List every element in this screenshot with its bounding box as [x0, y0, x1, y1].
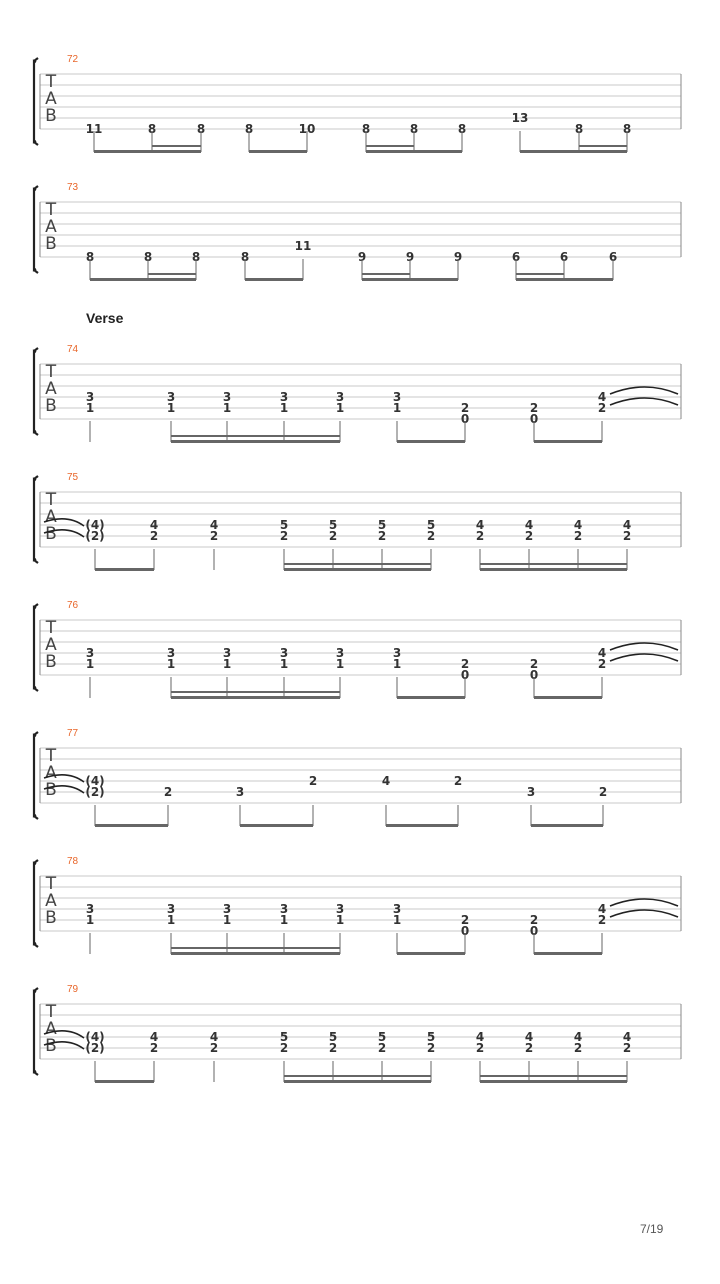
fret-number: 3	[526, 785, 536, 799]
fret-number: 1	[222, 913, 232, 927]
fret-number: 8	[409, 122, 419, 136]
fret-number: 4	[381, 774, 391, 788]
fret-number: 3	[392, 390, 402, 404]
tab-clef-letter: T	[45, 874, 57, 894]
fret-number: 2	[328, 1041, 338, 1055]
fret-number: 4	[149, 1030, 159, 1044]
beam-primary	[94, 150, 201, 153]
beam-secondary	[366, 145, 414, 147]
tab-clef-letter: B	[45, 1036, 57, 1056]
tie-arc	[610, 643, 678, 650]
fret-number: 2	[279, 529, 289, 543]
fret-number: 1	[392, 913, 402, 927]
beam-secondary	[362, 273, 410, 275]
beam-secondary	[171, 947, 340, 949]
fret-number: 4	[597, 902, 607, 916]
fret-number: 11	[85, 122, 103, 136]
measure-number: 77	[67, 728, 79, 739]
fret-number: 2	[377, 1041, 387, 1055]
beam-primary	[249, 150, 307, 153]
fret-number: 5	[377, 518, 387, 532]
tab-clef-letter: B	[45, 780, 57, 800]
beam-primary	[171, 952, 340, 955]
beam-primary	[171, 696, 340, 699]
fret-number: 2	[279, 1041, 289, 1055]
fret-number: 4	[597, 390, 607, 404]
fret-number: 2	[209, 1041, 219, 1055]
beam-secondary	[480, 1075, 627, 1077]
fret-number: 0	[460, 668, 470, 682]
tie-arc	[610, 910, 678, 917]
tab-clef-letter: A	[45, 217, 57, 237]
fret-number: 1	[335, 657, 345, 671]
fret-number: 8	[240, 250, 250, 264]
beam-primary	[480, 1080, 627, 1083]
beam-primary	[516, 278, 613, 281]
fret-number: 5	[377, 1030, 387, 1044]
tab-clef-letter: T	[45, 618, 57, 638]
tab-clef-letter: T	[45, 200, 57, 220]
fret-number: 3	[335, 646, 345, 660]
section-label: Verse	[86, 310, 124, 326]
beam-primary	[245, 278, 303, 281]
tie-arc	[610, 654, 678, 661]
fret-number: 4	[475, 1030, 485, 1044]
fret-number: 3	[279, 390, 289, 404]
fret-number: 3	[166, 390, 176, 404]
fret-number: 1	[85, 401, 95, 415]
fret-number: 1	[392, 401, 402, 415]
system-bracket	[34, 58, 38, 145]
measure-number: 79	[67, 984, 79, 995]
tie-arc	[610, 387, 678, 394]
fret-number: (2)	[85, 785, 105, 799]
fret-number: 8	[147, 122, 157, 136]
fret-number: 10	[298, 122, 316, 136]
beam-secondary	[148, 273, 196, 275]
page-indicator: 7/19	[640, 1222, 664, 1236]
fret-number: 3	[279, 646, 289, 660]
fret-number: 9	[453, 250, 463, 264]
tab-clef-letter: T	[45, 72, 57, 92]
fret-number: 9	[405, 250, 415, 264]
fret-number: 1	[166, 657, 176, 671]
fret-number: (4)	[85, 518, 105, 532]
fret-number: 11	[294, 239, 312, 253]
fret-number: 5	[279, 1030, 289, 1044]
fret-number: 2	[149, 1041, 159, 1055]
fret-number: 2	[209, 529, 219, 543]
fret-number: 5	[328, 518, 338, 532]
fret-number: 3	[335, 902, 345, 916]
beam-primary	[397, 440, 465, 443]
tab-clef-letter: B	[45, 908, 57, 928]
fret-number: 2	[426, 1041, 436, 1055]
fret-number: 4	[622, 1030, 632, 1044]
fret-number: 1	[335, 401, 345, 415]
fret-number: 5	[328, 1030, 338, 1044]
fret-number: 2	[377, 529, 387, 543]
fret-number: 3	[335, 390, 345, 404]
fret-number: 3	[222, 390, 232, 404]
fret-number: 4	[622, 518, 632, 532]
tab-clef-letter: A	[45, 89, 57, 109]
system-bracket	[34, 860, 38, 947]
beam-primary	[397, 696, 465, 699]
beam-primary	[520, 150, 627, 153]
beam-primary	[171, 440, 340, 443]
beam-primary	[90, 278, 196, 281]
fret-number: 1	[166, 401, 176, 415]
beam-primary	[240, 824, 313, 827]
tab-clef-letter: A	[45, 1019, 57, 1039]
fret-number: 0	[529, 668, 539, 682]
measure-number: 76	[67, 600, 79, 611]
fret-number: (4)	[85, 1030, 105, 1044]
fret-number: 1	[166, 913, 176, 927]
fret-number: 2	[453, 774, 463, 788]
fret-number: 4	[149, 518, 159, 532]
fret-number: 2	[573, 1041, 583, 1055]
fret-number: 8	[244, 122, 254, 136]
fret-number: 1	[85, 913, 95, 927]
fret-number: 3	[222, 646, 232, 660]
tab-clef-letter: B	[45, 396, 57, 416]
fret-number: 8	[85, 250, 95, 264]
beam-primary	[480, 568, 627, 571]
tab-clef-letter: T	[45, 746, 57, 766]
fret-number: 2	[597, 657, 607, 671]
measure-number: 78	[67, 856, 79, 867]
fret-number: 2	[163, 785, 173, 799]
tab-clef-letter: A	[45, 891, 57, 911]
measure-number: 75	[67, 472, 79, 483]
beam-secondary	[579, 145, 627, 147]
fret-number: 1	[392, 657, 402, 671]
fret-number: 3	[279, 902, 289, 916]
system-bracket	[34, 988, 38, 1075]
fret-number: (2)	[85, 529, 105, 543]
system-bracket	[34, 476, 38, 563]
fret-number: 4	[573, 1030, 583, 1044]
fret-number: 2	[524, 529, 534, 543]
fret-number: 1	[222, 401, 232, 415]
beam-primary	[95, 1080, 154, 1083]
fret-number: 5	[426, 1030, 436, 1044]
beam-secondary	[284, 563, 431, 565]
beam-primary	[366, 150, 462, 153]
fret-number: 4	[209, 518, 219, 532]
fret-number: 2	[308, 774, 318, 788]
fret-number: 3	[222, 902, 232, 916]
fret-number: 2	[328, 529, 338, 543]
fret-number: 4	[597, 646, 607, 660]
beam-primary	[397, 952, 465, 955]
beam-primary	[531, 824, 603, 827]
tab-clef-letter: A	[45, 635, 57, 655]
fret-number: 6	[608, 250, 618, 264]
fret-number: 1	[222, 657, 232, 671]
fret-number: 2	[529, 913, 539, 927]
fret-number: 1	[279, 913, 289, 927]
measure-number: 72	[67, 54, 79, 65]
fret-number: 13	[511, 111, 529, 125]
beam-primary	[534, 952, 602, 955]
tab-clef-letter: A	[45, 763, 57, 783]
tab-clef-letter: T	[45, 362, 57, 382]
beam-secondary	[171, 435, 340, 437]
beam-primary	[95, 824, 168, 827]
fret-number: 3	[235, 785, 245, 799]
fret-number: 8	[143, 250, 153, 264]
fret-number: 2	[573, 529, 583, 543]
beam-primary	[95, 568, 154, 571]
beam-secondary	[480, 563, 627, 565]
tie-arc	[610, 899, 678, 906]
fret-number: 6	[559, 250, 569, 264]
fret-number: 2	[460, 401, 470, 415]
beam-secondary	[284, 1075, 431, 1077]
fret-number: 3	[166, 646, 176, 660]
beam-primary	[386, 824, 458, 827]
fret-number: 8	[196, 122, 206, 136]
measure-number: 74	[67, 344, 79, 355]
fret-number: 2	[149, 529, 159, 543]
tab-clef-letter: B	[45, 524, 57, 544]
fret-number: 2	[529, 657, 539, 671]
tab-clef-letter: B	[45, 652, 57, 672]
beam-secondary	[152, 145, 201, 147]
fret-number: 0	[460, 924, 470, 938]
fret-number: 2	[460, 657, 470, 671]
fret-number: 8	[191, 250, 201, 264]
fret-number: 2	[598, 785, 608, 799]
fret-number: 5	[426, 518, 436, 532]
fret-number: (4)	[85, 774, 105, 788]
fret-number: 0	[529, 412, 539, 426]
fret-number: 2	[597, 913, 607, 927]
fret-number: 3	[392, 902, 402, 916]
tie-arc	[610, 398, 678, 405]
tab-clef-letter: B	[45, 106, 57, 126]
fret-number: 4	[573, 518, 583, 532]
fret-number: 5	[279, 518, 289, 532]
fret-number: 4	[475, 518, 485, 532]
fret-number: 9	[357, 250, 367, 264]
fret-number: 0	[529, 924, 539, 938]
tab-clef-letter: T	[45, 1002, 57, 1022]
fret-number: 3	[85, 390, 95, 404]
fret-number: 4	[524, 518, 534, 532]
beam-secondary	[171, 691, 340, 693]
fret-number: 2	[529, 401, 539, 415]
fret-number: 2	[622, 529, 632, 543]
beam-primary	[284, 1080, 431, 1083]
fret-number: 3	[166, 902, 176, 916]
fret-number: 4	[524, 1030, 534, 1044]
tab-clef-letter: B	[45, 234, 57, 254]
fret-number: 2	[426, 529, 436, 543]
system-bracket	[34, 604, 38, 691]
fret-number: 8	[574, 122, 584, 136]
measure-number: 73	[67, 182, 79, 193]
fret-number: 3	[85, 646, 95, 660]
fret-number: 6	[511, 250, 521, 264]
fret-number: 1	[279, 657, 289, 671]
fret-number: 1	[85, 657, 95, 671]
fret-number: 3	[85, 902, 95, 916]
fret-number: 4	[209, 1030, 219, 1044]
tab-clef-letter: A	[45, 507, 57, 527]
fret-number: 2	[622, 1041, 632, 1055]
beam-secondary	[516, 273, 564, 275]
system-bracket	[34, 186, 38, 273]
fret-number: 2	[597, 401, 607, 415]
fret-number: 8	[457, 122, 467, 136]
system-bracket	[34, 348, 38, 435]
fret-number: 0	[460, 412, 470, 426]
fret-number: 3	[392, 646, 402, 660]
fret-number: 8	[361, 122, 371, 136]
tab-clef-letter: T	[45, 490, 57, 510]
fret-number: 8	[622, 122, 632, 136]
beam-primary	[284, 568, 431, 571]
beam-primary	[534, 696, 602, 699]
fret-number: (2)	[85, 1041, 105, 1055]
tab-clef-letter: A	[45, 379, 57, 399]
fret-number: 1	[335, 913, 345, 927]
fret-number: 1	[279, 401, 289, 415]
system-bracket	[34, 732, 38, 819]
fret-number: 2	[475, 1041, 485, 1055]
fret-number: 2	[460, 913, 470, 927]
beam-primary	[362, 278, 458, 281]
fret-number: 2	[524, 1041, 534, 1055]
beam-primary	[534, 440, 602, 443]
fret-number: 2	[475, 529, 485, 543]
